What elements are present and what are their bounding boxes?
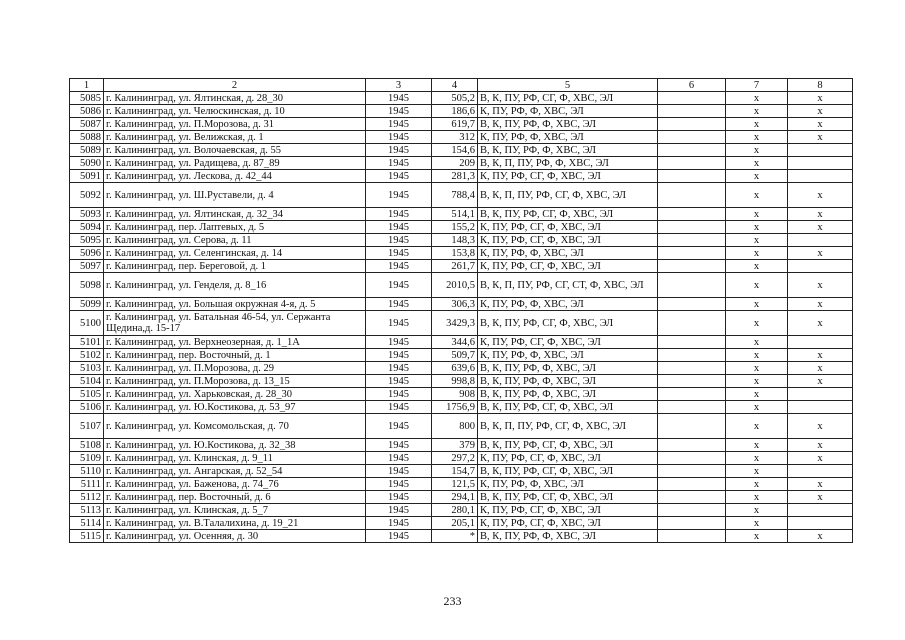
year-cell: 1945 [366, 247, 432, 260]
systems-cell: К, ПУ, РФ, СГ, Ф, ХВС, ЭЛ [478, 336, 658, 349]
address-cell: г. Калининград, пер. Восточный, д. 6 [104, 491, 366, 504]
table-row [70, 388, 853, 401]
column-7-cell: х [726, 170, 788, 183]
column-6-cell [658, 439, 726, 452]
address-cell: г. Калининград, ул. П.Морозова, д. 31 [104, 118, 366, 131]
area-cell: 509,7 [432, 349, 478, 362]
column-8-cell: х [788, 362, 853, 375]
column-8-cell: х [788, 105, 853, 118]
column-8-cell: х [788, 375, 853, 388]
column-6-cell [658, 92, 726, 105]
column-6-cell [658, 131, 726, 144]
systems-cell: К, ПУ, РФ, СГ, Ф, ХВС, ЭЛ [478, 234, 658, 247]
table-row [70, 336, 853, 349]
table-row [70, 375, 853, 388]
row-number-cell: 5114 [70, 517, 104, 530]
row-number-cell: 5112 [70, 491, 104, 504]
year-cell: 1945 [366, 273, 432, 298]
column-6-cell [658, 311, 726, 336]
column-header-7: 7 [726, 79, 788, 92]
address-cell: г. Калининград, ул. Клинская, д. 9_11 [104, 452, 366, 465]
row-number-cell: 5091 [70, 170, 104, 183]
column-7-cell: х [726, 118, 788, 131]
column-8-cell: х [788, 273, 853, 298]
year-cell: 1945 [366, 362, 432, 375]
year-cell: 1945 [366, 517, 432, 530]
column-8-cell [788, 388, 853, 401]
row-number-cell: 5109 [70, 452, 104, 465]
column-7-cell: х [726, 504, 788, 517]
year-cell: 1945 [366, 336, 432, 349]
address-cell: г. Калининград, пер. Береговой, д. 1 [104, 260, 366, 273]
systems-cell: В, К, ПУ, РФ, СГ, Ф, ХВС, ЭЛ [478, 491, 658, 504]
column-6-cell [658, 157, 726, 170]
table-row [70, 491, 853, 504]
column-7-cell: х [726, 414, 788, 439]
systems-cell: К, ПУ, РФ, СГ, Ф, ХВС, ЭЛ [478, 452, 658, 465]
column-8-cell: х [788, 208, 853, 221]
systems-cell: В, К, ПУ, РФ, СГ, Ф, ХВС, ЭЛ [478, 465, 658, 478]
column-8-cell: х [788, 298, 853, 311]
column-6-cell [658, 170, 726, 183]
column-6-cell [658, 118, 726, 131]
housing-register-table [69, 78, 853, 543]
table-row [70, 105, 853, 118]
row-number-cell: 5105 [70, 388, 104, 401]
table-row [70, 183, 853, 208]
area-cell: 209 [432, 157, 478, 170]
header-row [70, 79, 853, 92]
area-cell: 186,6 [432, 105, 478, 118]
row-number-cell: 5093 [70, 208, 104, 221]
row-number-cell: 5113 [70, 504, 104, 517]
area-cell: 788,4 [432, 183, 478, 208]
address-cell: г. Калининград, ул. Верхнеозерная, д. 1_1А [104, 336, 366, 349]
table-row [70, 439, 853, 452]
column-7-cell: х [726, 273, 788, 298]
column-8-cell [788, 260, 853, 273]
address-cell: г. Калининград, ул. Баженова, д. 74_76 [104, 478, 366, 491]
column-7-cell: х [726, 157, 788, 170]
year-cell: 1945 [366, 311, 432, 336]
systems-cell: К, ПУ, РФ, Ф, ХВС, ЭЛ [478, 349, 658, 362]
table-row [70, 517, 853, 530]
row-number-cell: 5101 [70, 336, 104, 349]
address-cell: г. Калининград, ул. В.Талалихина, д. 19_21 [104, 517, 366, 530]
address-cell: г. Калининград, ул. Селенгинская, д. 14 [104, 247, 366, 260]
year-cell: 1945 [366, 504, 432, 517]
row-number-cell: 5104 [70, 375, 104, 388]
address-cell: г. Калининград, ул. Серова, д. 11 [104, 234, 366, 247]
column-7-cell: х [726, 247, 788, 260]
column-header-1: 1 [70, 79, 104, 92]
address-cell: г. Калининград, ул. Батальная 46-54, ул. Сержанта Щедина,д. 15-17 [104, 311, 366, 336]
column-7-cell: х [726, 208, 788, 221]
column-6-cell [658, 401, 726, 414]
column-7-cell: х [726, 183, 788, 208]
column-6-cell [658, 362, 726, 375]
column-8-cell [788, 401, 853, 414]
column-8-cell: х [788, 183, 853, 208]
column-6-cell [658, 414, 726, 439]
column-7-cell: х [726, 388, 788, 401]
column-6-cell [658, 221, 726, 234]
systems-cell: К, ПУ, РФ, Ф, ХВС, ЭЛ [478, 247, 658, 260]
area-cell: 639,6 [432, 362, 478, 375]
table-row [70, 452, 853, 465]
systems-cell: В, К, ПУ, РФ, Ф, ХВС, ЭЛ [478, 530, 658, 543]
address-cell: г. Калининград, ул. Ш.Руставели, д. 4 [104, 183, 366, 208]
column-6-cell [658, 517, 726, 530]
year-cell: 1945 [366, 260, 432, 273]
area-cell: 514,1 [432, 208, 478, 221]
address-cell: г. Калининград, пер. Лаптевых, д. 5 [104, 221, 366, 234]
address-cell: г. Калининград, ул. Ангарская, д. 52_54 [104, 465, 366, 478]
column-8-cell [788, 170, 853, 183]
row-number-cell: 5090 [70, 157, 104, 170]
column-6-cell [658, 375, 726, 388]
year-cell: 1945 [366, 234, 432, 247]
table-row [70, 118, 853, 131]
year-cell: 1945 [366, 375, 432, 388]
column-6-cell [658, 144, 726, 157]
row-number-cell: 5108 [70, 439, 104, 452]
systems-cell: К, ПУ, РФ, Ф, ХВС, ЭЛ [478, 105, 658, 118]
row-number-cell: 5095 [70, 234, 104, 247]
table-row [70, 298, 853, 311]
area-cell: 153,8 [432, 247, 478, 260]
column-6-cell [658, 491, 726, 504]
area-cell: 148,3 [432, 234, 478, 247]
year-cell: 1945 [366, 208, 432, 221]
row-number-cell: 5098 [70, 273, 104, 298]
column-6-cell [658, 452, 726, 465]
systems-cell: В, К, П, ПУ, РФ, Ф, ХВС, ЭЛ [478, 157, 658, 170]
address-cell: г. Калининград, ул. Осенняя, д. 30 [104, 530, 366, 543]
year-cell: 1945 [366, 491, 432, 504]
area-cell: 294,1 [432, 491, 478, 504]
systems-cell: В, К, П, ПУ, РФ, СГ, Ф, ХВС, ЭЛ [478, 183, 658, 208]
column-8-cell [788, 144, 853, 157]
systems-cell: В, К, ПУ, РФ, СГ, Ф, ХВС, ЭЛ [478, 311, 658, 336]
column-8-cell: х [788, 478, 853, 491]
area-cell: 379 [432, 439, 478, 452]
column-7-cell: х [726, 144, 788, 157]
table-row [70, 504, 853, 517]
column-6-cell [658, 234, 726, 247]
column-6-cell [658, 273, 726, 298]
column-8-cell: х [788, 349, 853, 362]
row-number-cell: 5107 [70, 414, 104, 439]
column-7-cell: х [726, 517, 788, 530]
column-8-cell: х [788, 118, 853, 131]
column-7-cell: х [726, 298, 788, 311]
column-6-cell [658, 260, 726, 273]
column-8-cell: х [788, 530, 853, 543]
row-number-cell: 5099 [70, 298, 104, 311]
row-number-cell: 5096 [70, 247, 104, 260]
year-cell: 1945 [366, 92, 432, 105]
table-row [70, 170, 853, 183]
area-cell: 998,8 [432, 375, 478, 388]
area-cell: 306,3 [432, 298, 478, 311]
systems-cell: В, К, ПУ, РФ, Ф, ХВС, ЭЛ [478, 375, 658, 388]
systems-cell: В, К, ПУ, РФ, Ф, ХВС, ЭЛ [478, 388, 658, 401]
column-header-5: 5 [478, 79, 658, 92]
column-7-cell: х [726, 221, 788, 234]
column-8-cell: х [788, 247, 853, 260]
systems-cell: В, К, ПУ, РФ, СГ, Ф, ХВС, ЭЛ [478, 92, 658, 105]
column-7-cell: х [726, 92, 788, 105]
address-cell: г. Калининград, ул. П.Морозова, д. 13_15 [104, 375, 366, 388]
area-cell: 261,7 [432, 260, 478, 273]
column-6-cell [658, 105, 726, 118]
systems-cell: К, ПУ, РФ, СГ, Ф, ХВС, ЭЛ [478, 517, 658, 530]
column-header-2: 2 [104, 79, 366, 92]
column-8-cell: х [788, 311, 853, 336]
systems-cell: В, К, ПУ, РФ, СГ, Ф, ХВС, ЭЛ [478, 208, 658, 221]
column-8-cell [788, 234, 853, 247]
table-row [70, 247, 853, 260]
row-number-cell: 5089 [70, 144, 104, 157]
year-cell: 1945 [366, 465, 432, 478]
table-row [70, 414, 853, 439]
column-7-cell: х [726, 234, 788, 247]
table-row [70, 311, 853, 336]
column-7-cell: х [726, 260, 788, 273]
table-row [70, 401, 853, 414]
area-cell: 281,3 [432, 170, 478, 183]
address-cell: г. Калининград, ул. Клинская, д. 5_7 [104, 504, 366, 517]
year-cell: 1945 [366, 105, 432, 118]
address-cell: г. Калининград, ул. Генделя, д. 8_16 [104, 273, 366, 298]
address-cell: г. Калининград, ул. Челюскинская, д. 10 [104, 105, 366, 118]
table-row [70, 221, 853, 234]
table-row [70, 478, 853, 491]
area-cell: 2010,5 [432, 273, 478, 298]
systems-cell: К, ПУ, РФ, Ф, ХВС, ЭЛ [478, 131, 658, 144]
systems-cell: К, ПУ, РФ, СГ, Ф, ХВС, ЭЛ [478, 260, 658, 273]
area-cell: 155,2 [432, 221, 478, 234]
address-cell: г. Калининград, ул. Комсомольская, д. 70 [104, 414, 366, 439]
systems-cell: К, ПУ, РФ, СГ, Ф, ХВС, ЭЛ [478, 504, 658, 517]
address-cell: г. Калининград, ул. Большая окружная 4-я, д. 5 [104, 298, 366, 311]
row-number-cell: 5102 [70, 349, 104, 362]
systems-cell: В, К, П, ПУ, РФ, СГ, СТ, Ф, ХВС, ЭЛ [478, 273, 658, 298]
address-cell: г. Калининград, ул. Ю.Костикова, д. 32_38 [104, 439, 366, 452]
address-cell: г. Калининград, ул. Ялтинская, д. 28_30 [104, 92, 366, 105]
row-number-cell: 5097 [70, 260, 104, 273]
systems-cell: В, К, ПУ, РФ, СГ, Ф, ХВС, ЭЛ [478, 439, 658, 452]
column-6-cell [658, 298, 726, 311]
area-cell: 908 [432, 388, 478, 401]
row-number-cell: 5110 [70, 465, 104, 478]
table-row [70, 530, 853, 543]
column-7-cell: х [726, 439, 788, 452]
address-cell: г. Калининград, ул. Харьковская, д. 28_30 [104, 388, 366, 401]
year-cell: 1945 [366, 183, 432, 208]
row-number-cell: 5115 [70, 530, 104, 543]
systems-cell: К, ПУ, РФ, Ф, ХВС, ЭЛ [478, 298, 658, 311]
year-cell: 1945 [366, 452, 432, 465]
table-row [70, 349, 853, 362]
area-cell: 312 [432, 131, 478, 144]
column-6-cell [658, 478, 726, 491]
column-8-cell: х [788, 439, 853, 452]
address-cell: г. Калининград, ул. Волочаевская, д. 55 [104, 144, 366, 157]
column-8-cell: х [788, 491, 853, 504]
row-number-cell: 5087 [70, 118, 104, 131]
address-cell: г. Калининград, ул. Радищева, д. 87_89 [104, 157, 366, 170]
table-row [70, 131, 853, 144]
address-cell: г. Калининград, пер. Восточный, д. 1 [104, 349, 366, 362]
column-8-cell [788, 504, 853, 517]
area-cell: 1756,9 [432, 401, 478, 414]
area-cell: 297,2 [432, 452, 478, 465]
row-number-cell: 5100 [70, 311, 104, 336]
table-row [70, 157, 853, 170]
column-7-cell: х [726, 336, 788, 349]
row-number-cell: 5085 [70, 92, 104, 105]
column-6-cell [658, 208, 726, 221]
column-7-cell: х [726, 530, 788, 543]
column-6-cell [658, 504, 726, 517]
area-cell: * [432, 530, 478, 543]
column-7-cell: х [726, 465, 788, 478]
area-cell: 505,2 [432, 92, 478, 105]
year-cell: 1945 [366, 144, 432, 157]
column-7-cell: х [726, 401, 788, 414]
area-cell: 619,7 [432, 118, 478, 131]
column-7-cell: х [726, 452, 788, 465]
year-cell: 1945 [366, 298, 432, 311]
year-cell: 1945 [366, 478, 432, 491]
table-row [70, 144, 853, 157]
page-number: 233 [443, 594, 462, 608]
row-number-cell: 5092 [70, 183, 104, 208]
column-7-cell: х [726, 362, 788, 375]
row-number-cell: 5106 [70, 401, 104, 414]
column-6-cell [658, 530, 726, 543]
column-header-6: 6 [658, 79, 726, 92]
area-cell: 154,6 [432, 144, 478, 157]
table-row [70, 362, 853, 375]
address-cell: г. Калининград, ул. П.Морозова, д. 29 [104, 362, 366, 375]
column-8-cell: х [788, 92, 853, 105]
table-body [70, 79, 853, 543]
area-cell: 205,1 [432, 517, 478, 530]
column-6-cell [658, 465, 726, 478]
column-header-3: 3 [366, 79, 432, 92]
column-6-cell [658, 247, 726, 260]
column-header-4: 4 [432, 79, 478, 92]
systems-cell: В, К, ПУ, РФ, Ф, ХВС, ЭЛ [478, 144, 658, 157]
column-8-cell [788, 157, 853, 170]
systems-cell: В, К, ПУ, РФ, Ф, ХВС, ЭЛ [478, 362, 658, 375]
systems-cell: В, К, П, ПУ, РФ, СГ, Ф, ХВС, ЭЛ [478, 414, 658, 439]
area-cell: 344,6 [432, 336, 478, 349]
year-cell: 1945 [366, 170, 432, 183]
table-row [70, 208, 853, 221]
year-cell: 1945 [366, 131, 432, 144]
column-8-cell: х [788, 452, 853, 465]
systems-cell: К, ПУ, РФ, Ф, ХВС, ЭЛ [478, 478, 658, 491]
year-cell: 1945 [366, 221, 432, 234]
year-cell: 1945 [366, 530, 432, 543]
column-7-cell: х [726, 105, 788, 118]
area-cell: 3429,3 [432, 311, 478, 336]
column-8-cell [788, 336, 853, 349]
year-cell: 1945 [366, 349, 432, 362]
systems-cell: В, К, ПУ, РФ, Ф, ХВС, ЭЛ [478, 118, 658, 131]
area-cell: 154,7 [432, 465, 478, 478]
area-cell: 121,5 [432, 478, 478, 491]
column-6-cell [658, 336, 726, 349]
column-8-cell [788, 465, 853, 478]
row-number-cell: 5103 [70, 362, 104, 375]
column-8-cell: х [788, 221, 853, 234]
column-8-cell: х [788, 131, 853, 144]
area-cell: 280,1 [432, 504, 478, 517]
table-row [70, 260, 853, 273]
address-cell: г. Калининград, ул. Ялтинская, д. 32_34 [104, 208, 366, 221]
year-cell: 1945 [366, 414, 432, 439]
address-cell: г. Калининград, ул. Лескова, д. 42_44 [104, 170, 366, 183]
systems-cell: К, ПУ, РФ, СГ, Ф, ХВС, ЭЛ [478, 221, 658, 234]
column-7-cell: х [726, 131, 788, 144]
row-number-cell: 5088 [70, 131, 104, 144]
row-number-cell: 5111 [70, 478, 104, 491]
column-header-8: 8 [788, 79, 853, 92]
column-7-cell: х [726, 491, 788, 504]
table-row [70, 273, 853, 298]
year-cell: 1945 [366, 388, 432, 401]
row-number-cell: 5094 [70, 221, 104, 234]
column-6-cell [658, 183, 726, 208]
column-7-cell: х [726, 478, 788, 491]
address-cell: г. Калининград, ул. Ю.Костикова, д. 53_97 [104, 401, 366, 414]
year-cell: 1945 [366, 157, 432, 170]
area-cell: 800 [432, 414, 478, 439]
table-row [70, 92, 853, 105]
table-row [70, 465, 853, 478]
row-number-cell: 5086 [70, 105, 104, 118]
systems-cell: В, К, ПУ, РФ, СГ, Ф, ХВС, ЭЛ [478, 401, 658, 414]
column-7-cell: х [726, 375, 788, 388]
year-cell: 1945 [366, 439, 432, 452]
column-6-cell [658, 388, 726, 401]
systems-cell: К, ПУ, РФ, СГ, Ф, ХВС, ЭЛ [478, 170, 658, 183]
column-8-cell [788, 517, 853, 530]
address-cell: г. Калининград, ул. Велижская, д. 1 [104, 131, 366, 144]
column-6-cell [658, 349, 726, 362]
table-row [70, 234, 853, 247]
year-cell: 1945 [366, 118, 432, 131]
column-7-cell: х [726, 311, 788, 336]
column-7-cell: х [726, 349, 788, 362]
column-8-cell: х [788, 414, 853, 439]
year-cell: 1945 [366, 401, 432, 414]
